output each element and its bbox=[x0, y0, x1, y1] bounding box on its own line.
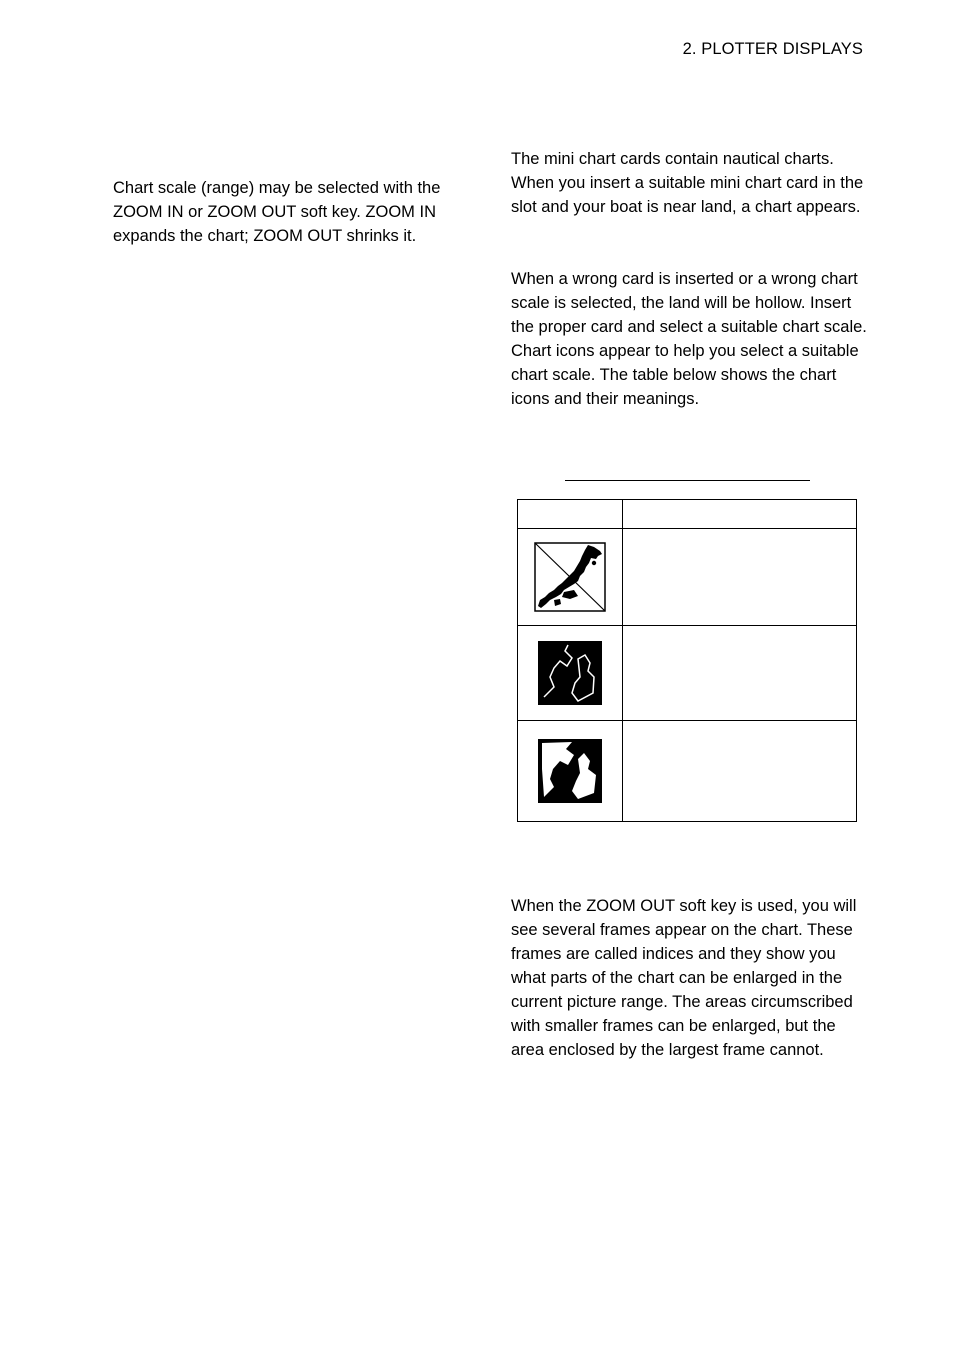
page-header: 2. PLOTTER DISPLAYS bbox=[682, 40, 863, 58]
icon-cell bbox=[518, 626, 623, 721]
meaning-cell bbox=[623, 626, 857, 721]
meaning-cell bbox=[623, 529, 857, 626]
table-row bbox=[518, 721, 857, 822]
filled-land-icon bbox=[538, 739, 602, 803]
icon-cell bbox=[518, 721, 623, 822]
table-row bbox=[518, 529, 857, 626]
wrong-card-text: When a wrong card is inserted or a wrong chart scale is selected, the land will be hollow. Insert the proper card and select a suitable chart scale. Chart icons appear to help you select a suitable chart scale. The table below shows the chart icons and their meanings. bbox=[511, 270, 867, 408]
crossed-out-land-icon bbox=[534, 542, 606, 612]
icon-column-header bbox=[518, 500, 623, 529]
table-title-rule bbox=[565, 480, 810, 481]
meaning-column-header bbox=[623, 500, 857, 529]
zoom-out-indices-text: When the ZOOM OUT soft key is used, you will see several frames appear on the chart. These frames are called indices and they show you what parts of the chart can be enlarged in the current picture range. The areas circumscribed with smaller frames can be enlarged, but the area enclosed by the largest frame cannot. bbox=[511, 897, 857, 1059]
table-row bbox=[518, 626, 857, 721]
meaning-cell bbox=[623, 721, 857, 822]
hollow-land-icon bbox=[538, 641, 602, 705]
mini-chart-intro-text: The mini chart cards contain nautical charts. When you insert a suitable mini chart card in the slot and your boat is near land, a chart appears. bbox=[511, 150, 864, 216]
icon-cell bbox=[518, 529, 623, 626]
zoom-instructions-text: Chart scale (range) may be selected with the ZOOM IN or ZOOM OUT soft key. ZOOM IN expands the chart; ZOOM OUT shrinks it. bbox=[113, 179, 441, 245]
table-header-row bbox=[518, 500, 857, 529]
chart-icon-table bbox=[517, 499, 857, 822]
